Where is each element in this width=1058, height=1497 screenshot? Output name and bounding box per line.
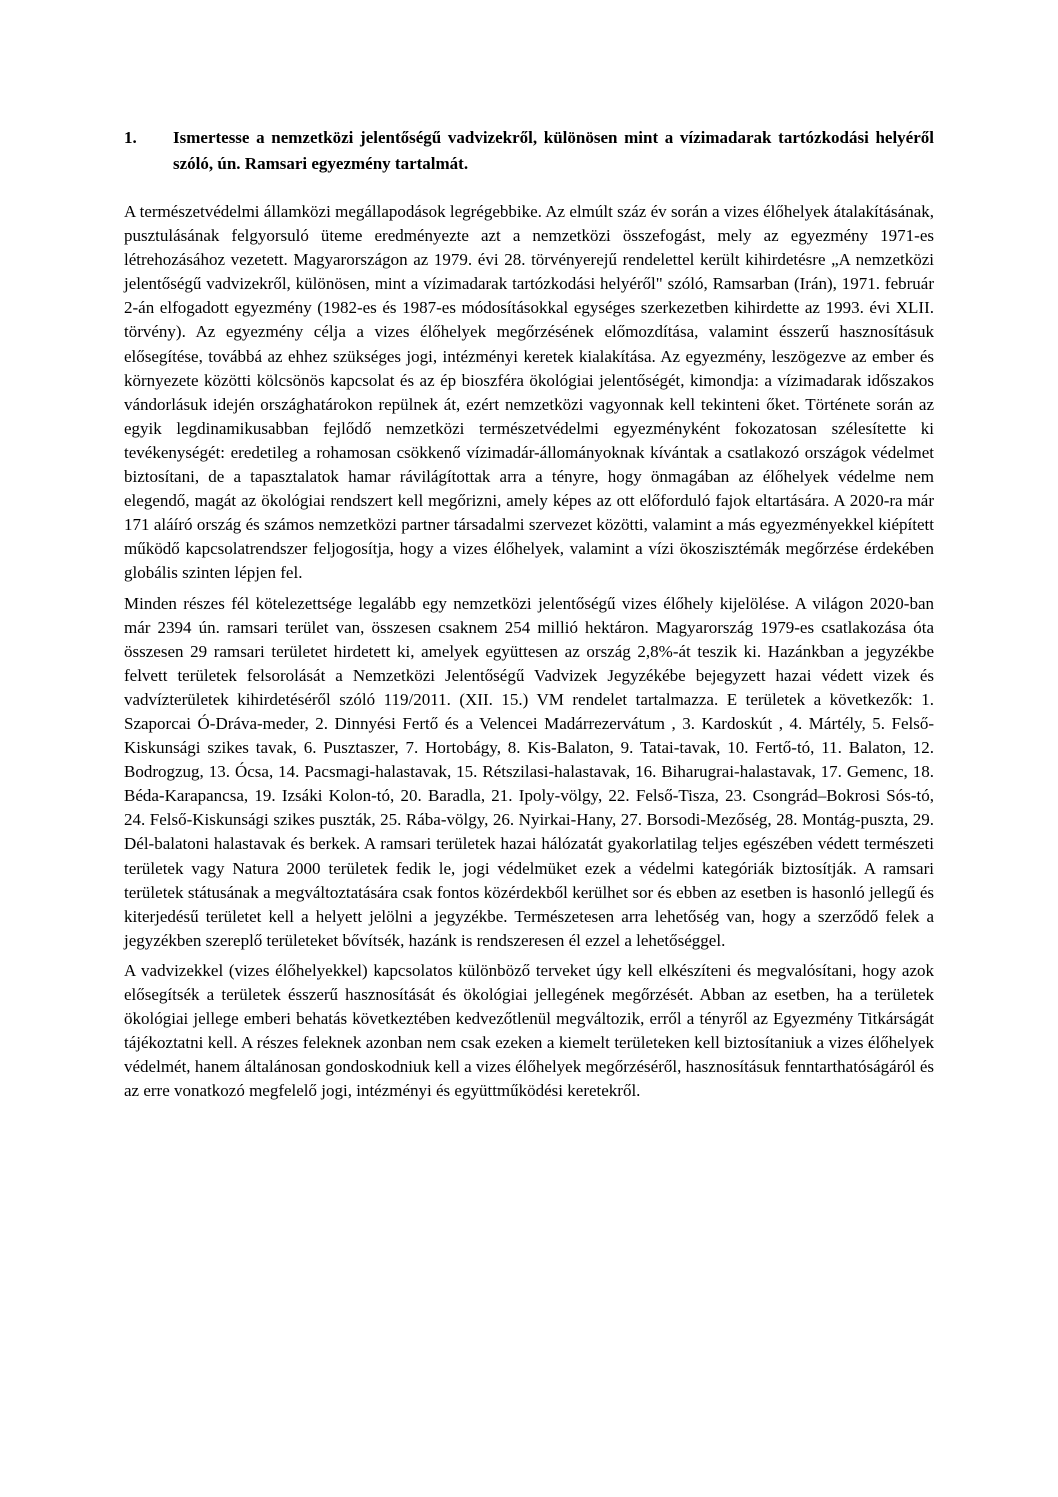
paragraph-obligations: A vadvizekkel (vizes élőhelyekkel) kapcsolatos különböző terveket úgy kell elkészíteni és megvalósítani, hogy azok elősegítsék a területek ésszerű hasznosítását és ökológiai jellegének megőrzését. Abban az esetben, ha a területek ökológiai jellege emberi behatás következtében kedvezőtlenül megváltozik, erről a tényről az Egyezmény Titkárságát tájékoztatni kell. A részes feleknek azonban nem csak ezeken a kiemelt területeken kell biztosítaniuk a vizes élőhelyek védelmét, hanem általánosan gondoskodniuk kell a vizes élőhelyek megőrzéséről, hasznosításuk fenntarthatóságáról és az erre vonatkozó megfelelő jogi, intézményi és együttműködési keretekről. (124, 960, 934, 1101)
paragraph-intro: A természetvédelmi államközi megállapodások legrégebbike. Az elmúlt száz év során a vizes élőhelyek átalakításának, pusztulásának felgyorsuló üteme eredményezte azt a nemzetközi összefogást, mely az egyezmény 1971-es létrehozásához vezetett. Magyarországon az 1979. évi 28. törvényerejű rendelettel került kihirdetésre „A nemzetközi jelentőségű vadvizekről, különösen, mint a vízimadarak tartózkodási helyéről" szóló, Ramsarban (Irán), 1971. február 2-án elfogadott egyezmény (1982-es és 1987-es módosításokkal egységes szerkezetben kihirdette az 1993. évi XLII. törvény). Az egyezmény célja a vizes élőhelyek megőrzésének előmozdítása, valamint ésszerű hasznosításuk elősegítése, továbbá az ehhez szükséges jogi, intézményi keretek kialakítása. Az egyezmény, leszögezve az ember és környezete közötti kölcsönös kapcsolat és az ép bioszféra ökológiai jelentőségét, kimondja: a vízimadarak időszakos vándorlásuk idején országhatárokon repülnek át, ezért nemzetközi vagyonnak kell tekinteni őket. Története során az egyik legdinamikusabban fejlődő nemzetközi természetvédelmi egyezményként fokozatosan szélesítette ki tevékenységét: eredetileg a rohamosan csökkenő vízimadár-állományoknak kívántak a csatlakozó országok védelmet biztosítani, de a tapasztalatok hamar rávilágítottak arra a tényre, hogy önmagában az élőhelyek védelme nem elegendő, magát az ökológiai rendszert kell megőrizni, amely képes az ott előforduló fajok eltartására. A 2020-ra már 171 aláíró ország és számos nemzetközi partner társadalmi szervezet közötti, valamint a más egyezményekkel kiépített működő kapcsolatrendszer feljogosítja, hogy a vizes élőhelyek, valamint a vízi ökoszisztémák megőrzése érdekében globális szinten lépjen fel. (124, 202, 934, 583)
question-heading (124, 125, 934, 177)
paragraph-sites: Minden részes fél kötelezettsége legalább egy nemzetközi jelentőségű vizes élőhely kijelölése. A világon 2020-ban már 2394 ún. ramsari terület van, összesen csaknem 254 millió hektáron. Magyarország 1979-es csatlakozása óta összesen 29 ramsari területet hirdetett ki, amelyek együttesen az ország 2,8%-át teszik ki. Hazánkban a jegyzékbe felvett területek felsorolását a Nemzetközi Jelentőségű Vadvizek Jegyzékébe bejegyzett hazai védett vizek és vadvízterületek kihirdetéséről szóló 119/2011. (XII. 15.) VM rendelet tartalmazza. E területek a következők: 1. Szaporcai Ó-Dráva-meder, 2. Dinnyési Fertő és a Velencei Madárrezervátum , 3. Kardoskút , 4. Mártély, 5. Felső-Kiskunsági szikes tavak, 6. Pusztaszer, 7. Hortobágy, 8. Kis-Balaton, 9. Tatai-tavak, 10. Fertő-tó, 11. Balaton, 12. Bodrogzug, 13. Ócsa, 14. Pacsmagi-halastavak, 15. Rétszilasi-halastavak, 16. Biharugrai-halastavak, 17. Gemenc, 18. Béda-Karapancsa, 19. Izsáki Kolon-tó, 20. Baradla, 21. Ipoly-völgy, 22. Felső-Tisza, 23. Csongrád–Bokrosi Sós-tó, 24. Felső-Kiskunsági szikes puszták, 25. Rába-völgy, 26. Nyirkai-Hany, 27. Borsodi-Mezőség, 28. Montág-puszta, 29. Dél-balatoni halastavak és berkek. A ramsari területek hazai hálózatát gyakorlatilag teljes egészében védett természeti területek vagy Natura 2000 területek fedik le, jogi védelmüket ezek a védelmi kategóriák biztosítják. A ramsari területek státusának a megváltoztatására csak fontos közérdekből kerülhet sor és ebben az esetben is hasonló jellegű és kiterjedésű területet kell a helyett jelölni a jegyzékbe. Természetesen arra lehetőség van, hogy a szerződő felek a jegyzékben szereplő területeket bővítsék, hazánk is rendszeresen él ezzel a lehetőséggel. (124, 593, 934, 950)
answer-body (124, 200, 934, 1109)
question-text: Ismertesse a nemzetközi jelentőségű vadvizekről, különösen mint a vízimadarak tartózkodási helyéről szóló, ún. Ramsari egyezmény tartalmát. (173, 128, 934, 173)
question-number: 1. (124, 128, 137, 147)
